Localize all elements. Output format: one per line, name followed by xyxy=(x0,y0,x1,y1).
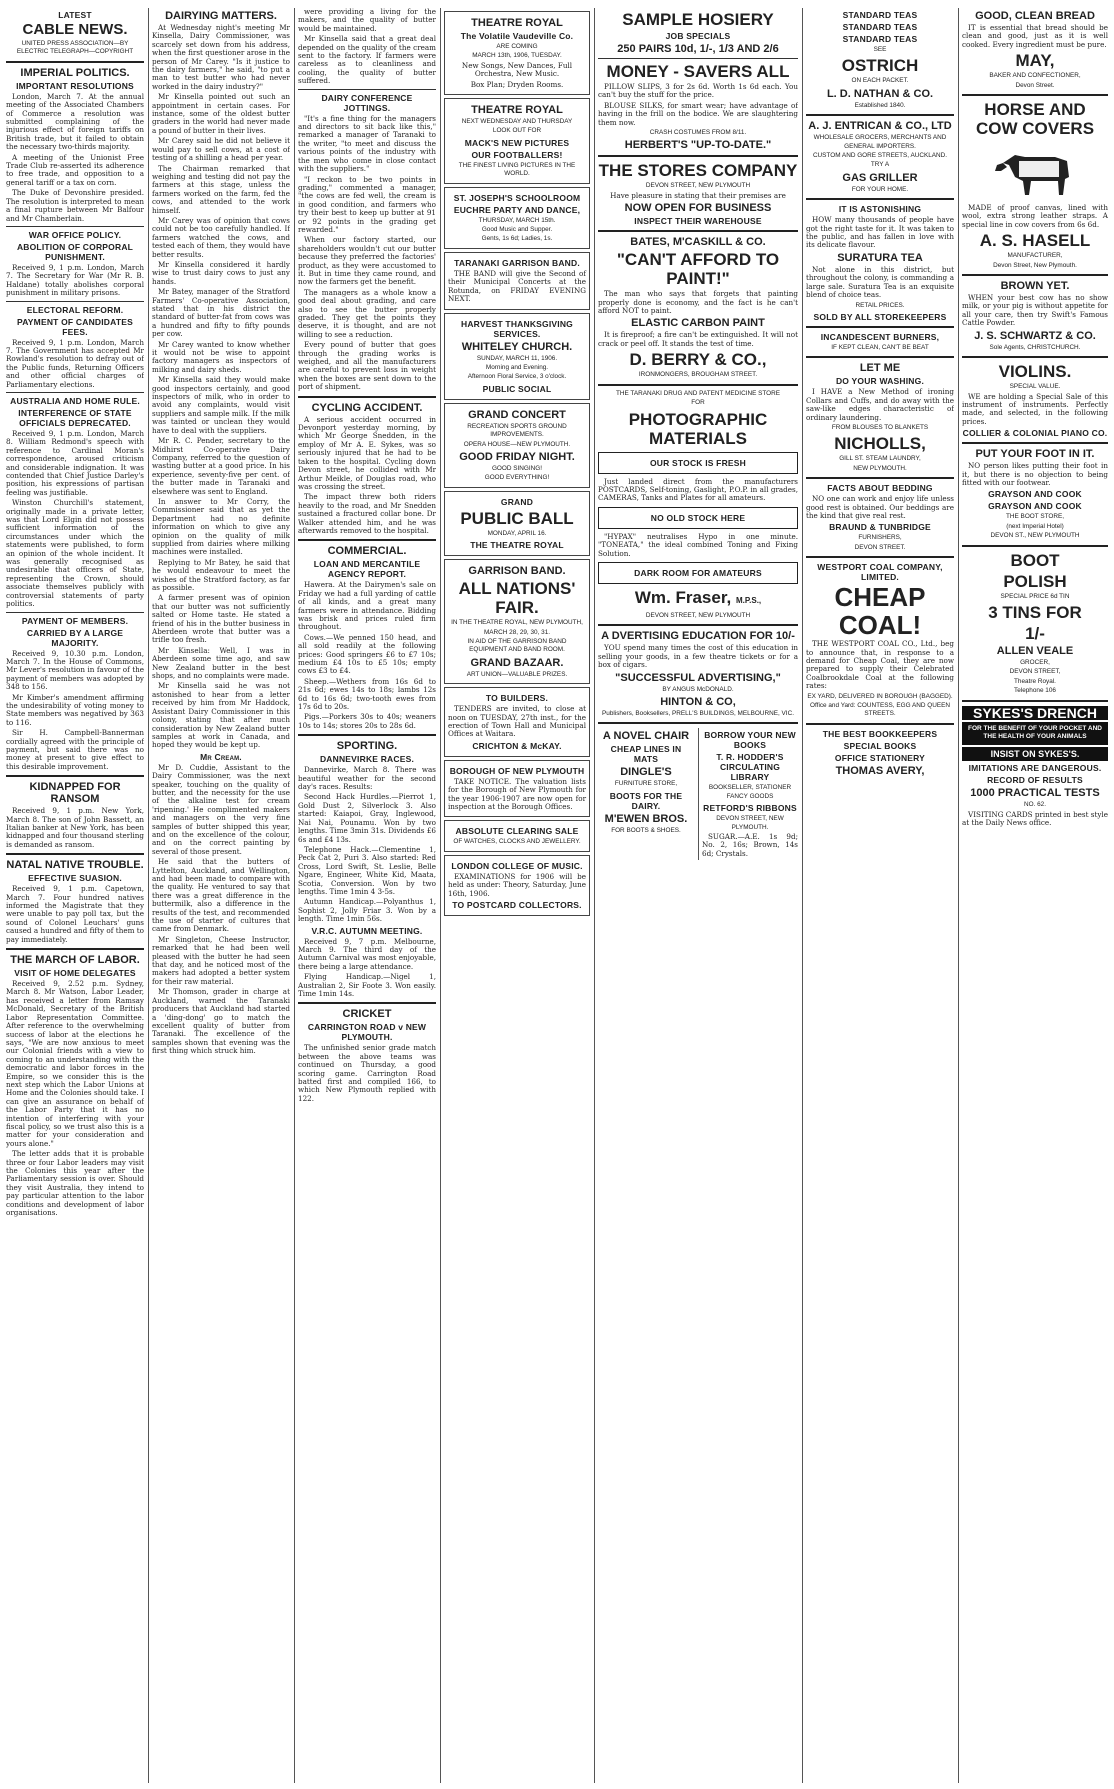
morning-label: Morning and Evening. xyxy=(485,363,549,371)
coal-text: THE WESTPORT COAL CO., Ltd., beg to announce that, in response to a demand for Cheap Coal, they are now prepared to supply their Celebrated Coalbrookdale Coal at the following rates: xyxy=(806,639,954,691)
borough-heading: BOROUGH OF NEW PLYMOUTH xyxy=(449,765,585,776)
astonishing-text: HOW many thousands of people have got the right taste for it. It was taken to the public, and has fallen in love with its delicate flavour. xyxy=(806,215,954,250)
cant-afford-heading: "CAN'T AFFORD TO PAINT!" xyxy=(616,250,780,289)
cream-subheading: Mr Cream. xyxy=(200,751,242,762)
latest-label: LATEST xyxy=(58,10,92,20)
clearing-heading: ABSOLUTE CLEARING SALE xyxy=(455,826,579,837)
article-paragraph: Mr Kinsella: Well, I was in Aberdeen some time ago, and saw New Zealand butter in the best shops, and no complaints were made. xyxy=(152,645,290,681)
bookseller-label: BOOKSELLER, STATIONER FANCY GOODS xyxy=(708,784,792,800)
volatile-heading: The Volatile Vaudeville Co. xyxy=(460,31,574,41)
monday-label: MONDAY, APRIL 16. xyxy=(487,529,547,537)
landed-text: Just landed direct from the manufacturers POSTCARDS, Self-toning, Gaslight, P.O.P. in all grades, CAMERAS, Tanks and Plates for all amateurs. xyxy=(598,476,798,503)
garrison-band-heading: GARRISON BAND. xyxy=(468,565,566,578)
footballers-heading: OUR FOOTBALLERS! xyxy=(471,149,563,160)
bazaar-heading: GRAND BAZAAR. xyxy=(470,656,564,669)
natal-heading: NATAL NATIVE TROUBLE. xyxy=(6,859,144,872)
article-paragraph: Mr Kinsella considered it hardly wise to trust dairy cows to just any hands. xyxy=(152,259,290,286)
facts-text: NO one can work and enjoy life unless good rest is obtained. Our beddings are the kind that give real rest. xyxy=(806,494,954,520)
standard-teas-1: STANDARD TEAS xyxy=(842,10,918,20)
everything-label: GOOD EVERYTHING! xyxy=(484,474,550,482)
hodder-heading: T. R. HODDER'S CIRCULATING LIBRARY xyxy=(716,752,784,783)
article-paragraph: The Duke of Devonshire presided. The resolution is interpreted to mean a final rupture between Mr Balfour and Mr Chamberlain. xyxy=(6,188,144,223)
violins-heading: VIOLINS. xyxy=(998,362,1072,382)
one-shilling-heading: 1/- xyxy=(1025,623,1045,643)
sugar-text: SUGAR.—A.E. 1s 9d; No. 2, 16s; Brown, 14s 6d; Crystals. xyxy=(702,832,798,858)
cheap-mats-heading: CHEAP LINES IN MATS xyxy=(610,744,682,765)
collier-heading: COLLIER & COLONIAL PIANO CO. xyxy=(962,428,1108,439)
article-paragraph: Hawera. At the Dairymen's sale on Friday we had a full yarding of cattle of all kinds, and a great many farmers were in attendance. Bidding was brisk and prices ruled firm throughout. xyxy=(298,580,436,632)
theatre-royal-heading-2: THEATRE ROYAL xyxy=(471,104,563,117)
grand-concert-heading: GRAND CONCERT xyxy=(468,408,566,421)
clean-bread-heading: GOOD, CLEAN BREAD xyxy=(975,10,1095,22)
theatre-royal-heading: THEATRE ROYAL xyxy=(471,17,563,29)
column-7 xyxy=(962,8,1108,1783)
article-paragraph: Mr Carey wanted to know whether it would not be wise to appoint factory managers as inspectors of milking and dairy sheds. xyxy=(152,339,290,374)
publishers-label: Publishers, Booksellers, PRELL'S BUILDINGS, MELBOURNE, VIC. xyxy=(602,709,794,717)
article-paragraph: Winston Churchill's statement, originally made in a private letter, was that Lord Elgin did not possess sufficient information of the circumstances under which the statements were published, to form an opinion of the whole incident. It was generally recognised as undesirable that officers of State, representing the Crown, should associate themselves publicly with controversial statements of party politics. xyxy=(6,498,144,609)
art-union-label: ART UNION—VALUABLE PRIZES. xyxy=(466,670,568,678)
darkroom-label: DARK ROOM FOR AMATEURS xyxy=(634,567,762,578)
sykes-drench-banner: SYKES'S DRENCH xyxy=(962,706,1108,720)
blouse-text: BLOUSE SILKS, for smart wear; have advantage of having in the frill on the bodice. We are slaughtering them now. xyxy=(598,100,798,127)
article-paragraph: were providing a living for the makers, and the quality of butter would be maintained. xyxy=(298,8,436,33)
insist-banner: INSIST ON SYKES'S. xyxy=(962,747,1108,761)
hinton-heading: HINTON & CO, xyxy=(660,695,736,708)
article-paragraph: Dannevirke, March 8. There was beautiful weather for the second day's races. Results: xyxy=(298,765,436,792)
cant-text: The man who says that forgets that painting properly done is economy, and the fact is he can't afford NOT to paint. xyxy=(598,289,798,316)
violins-text: WE are holding a Special Sale of this instrument of instruments. Perfectly made, and selected, in the following prices. xyxy=(962,391,1108,426)
boot-heading: BOOT xyxy=(1010,550,1060,570)
article-paragraph: In answer to Mr Corry, the Commissioner said that as yet the Department had no definite information on which to give any opinion on the quality of milk supplied from dairies where milking machines were installed. xyxy=(152,496,290,557)
job-specials-heading: JOB SPECIALS xyxy=(665,31,731,41)
cycling-heading: CYCLING ACCIDENT. xyxy=(311,401,423,414)
stationery-heading: OFFICE STATIONERY xyxy=(834,752,926,763)
vrc-subheading: V.R.C. AUTUMN MEETING. xyxy=(311,925,423,936)
bread-text: IT is essential that bread should be clean and good, just as it is well cooked. Every ingredient must be pure. xyxy=(962,23,1108,49)
may-heading: MAY, xyxy=(1015,51,1055,71)
advertising-text: YOU spend many times the cost of this education in selling your goods, in a few theatre tickets or for a box of cigars. xyxy=(598,643,798,670)
article-paragraph: The Chairman remarked that weighing and testing did not pay the farmers at this stage, unless the farmers worked on the farm, fed the cows, and attended to the work himself. xyxy=(152,163,290,215)
baker-label: BAKER AND CONFECTIONER, xyxy=(989,72,1081,80)
tea-label: Afternoon Floral Service, 3 o'clock. xyxy=(467,373,567,381)
carried-subheading: CARRIED BY A LARGE MAJORITY. xyxy=(26,627,124,648)
elastic-text: It is fireproof; a fire can't be extinguished. It will not crack or peel off. It stands the test of time. xyxy=(598,330,798,348)
electoral-heading: ELECTORAL REFORM. xyxy=(26,304,124,315)
herberts-heading: HERBERT'S "UP-TO-DATE." xyxy=(624,139,772,152)
article-paragraph: Received 9, 1 p.m. London, March 7. The Secretary for War (Mr R. B. Haldane) totally abolishes corporal punishment in military prisons. xyxy=(6,262,144,298)
imperial-politics-heading: IMPERIAL POLITICS. xyxy=(20,66,130,79)
singing-label: GOOD SINGING! xyxy=(491,464,543,472)
article-paragraph: A meeting of the Unionist Free Trade Club re-asserted its adherence to free trade, and opposition to a general tariff or a tax on corn. xyxy=(6,152,144,187)
crash-label: CRASH COSTUMES FROM 8/11. xyxy=(649,129,747,137)
garrison-text: THE BAND will give the Second of their Municipal Concerts at the Rotunda, on FRIDAY EVENING NEXT. xyxy=(448,268,586,304)
manufacturer-label: MANUFACTURER, xyxy=(1007,252,1063,260)
dingles-heading: DINGLE'S xyxy=(620,766,672,779)
abolition-subheading: ABOLITION OF CORPORAL PUNISHMENT. xyxy=(16,241,134,262)
article-paragraph: Received 9, 1 p.m. New York, March 8. The son of John Bassett, an Italian banker at New York, has been kidnapped and four thousand sterling is demanded as ransom. xyxy=(6,806,144,849)
standard-teas-3: STANDARD TEAS xyxy=(842,34,918,44)
cricket-heading: CRICKET xyxy=(342,1008,392,1021)
sample-hosiery-heading: SAMPLE HOSIERY xyxy=(622,10,774,29)
devon-st-label: DEVON ST., NEW PLYMOUTH xyxy=(990,532,1080,540)
article-paragraph: Mr Singleton, Cheese Instructor, remarked that he had been well pleased with the butter he had seen that day, and he noticed most of the makers had adopted a better system for their raw material. xyxy=(152,934,290,986)
article-paragraph: "It's a fine thing for the managers and directors to sit back like this," remarked a manager of Taranaki to the writer, "to meet and discuss the various points of the industry with the men who come in close contact with the suppliers." xyxy=(298,113,436,174)
cable-subheading: UNITED PRESS ASSOCIATION—BY ELECTRIC TELEGRAPH—COPYRIGHT xyxy=(16,40,134,56)
living-label: THE FINEST LIVING PICTURES IN THE WORLD. xyxy=(458,161,576,178)
gas-griller-heading: GAS GRILLER xyxy=(842,171,918,184)
kidnapped-heading: KIDNAPPED FOR RANSOM xyxy=(29,781,121,806)
article-paragraph: Mr Kinsella said they would make good inspectors certainly, and good inspectors of milk, who in order to avoid any complaints, would visit suppliers and sample milk. If the milk was tainted or unclean they would have to deal with the suppliers. xyxy=(152,375,290,435)
visit-subheading: VISIT OF HOME DELEGATES xyxy=(14,968,136,979)
astonishing-heading: IT IS ASTONISHING xyxy=(838,204,922,215)
sold-heading: SOLD BY ALL STOREKEEPERS xyxy=(813,311,947,322)
article-paragraph: Autumn Handicap.—Polyanthus 1, Sophist 2, Jolly Friar 3. Won by a length. Time 1min 56s. xyxy=(298,897,436,924)
look-label: LOOK OUT FOR xyxy=(492,127,542,135)
recreation-label: RECREATION SPORTS GROUND IMPROVEMENTS. xyxy=(467,422,567,439)
builders-heading: TO BUILDERS. xyxy=(485,693,549,704)
social-heading: PUBLIC SOCIAL xyxy=(482,383,552,394)
no-old-stock-label: NO OLD STOCK HERE xyxy=(650,512,746,523)
commercial-heading: COMMERCIAL. xyxy=(327,545,407,558)
mewen-heading: M'EWEN BROS. xyxy=(604,812,688,825)
plans-text: Box Plan; Dryden Rooms. xyxy=(470,79,564,89)
suratura-text: Not alone in this district, but throughout the colony, is commanding a large sale. Suratura Tea is an exquisite blend of choice teas. xyxy=(806,264,954,300)
article-paragraph: The managers as a whole know a good deal about grading, and care also to see the butter properly graded. They get the points they deserve, it is thought, and are not willing to see a reduction. xyxy=(298,287,436,339)
horse-text: MADE of proof canvas, lined with wool, extra strong leather straps. A special line in cow covers from 6s 6d. xyxy=(962,203,1108,229)
dairying-heading: DAIRYING MATTERS. xyxy=(165,10,277,22)
article-paragraph: Received 9, 1 p.m. London, March 8. William Redmond's speech with reference to Cardinal Moran's correspondence, aroused criticism and considerable indignation. It was contended that Chief Justice Darley's position, his expressions of partisan feeling was justifiable. xyxy=(6,428,144,497)
tests-heading: 1000 PRACTICAL TESTS xyxy=(970,787,1100,800)
new-plymouth-label: NEW PLYMOUTH. xyxy=(853,464,907,472)
bookkeepers-heading: THE BEST BOOKKEEPERS xyxy=(822,728,938,739)
garrison-heading: TARANAKI GARRISON BAND. xyxy=(454,257,580,268)
postcard-heading: TO POSTCARD COLLECTORS. xyxy=(452,900,582,911)
grayson-heading: GRAYSON AND COOK xyxy=(988,489,1082,500)
article-paragraph: Mr Kinsella said he was not astonished to hear from a letter received by him from Mr Haddock, Assistant Dairy Commissioner in this colony, stating that after much consideration by New Zealand butter samples at work in Canada, and hoped they would be kept up. xyxy=(152,681,290,750)
devon-label: DEVON STREET, NEW PLYMOUTH xyxy=(645,182,751,190)
members-heading: PAYMENT OF MEMBERS. xyxy=(21,615,129,626)
established-label: Established 1840. xyxy=(854,101,906,109)
whiteley-heading: WHITELEY CHURCH. xyxy=(461,340,573,353)
telephone-label: Telephone 106 xyxy=(1014,687,1056,695)
article-paragraph: Received 9, 2.52 p.m. Sydney, March 8. Mr Watson, Labor Leader, has received a letter from Ramsay McDonald, Secretary of the British Labor Representation Committee. After reference to the overwhelming success of labor at the elections he says, "We are now anxious to meet our Colonial friends with a view to coming to an understanding with the democratic and labor forces in the Empire, so we consider this is the next step which the Labor Unions at Home and the Colonies should take. I can give an assurance on behalf of the Labor Party that it has no intention of interfering with your fiscal policy, so we trust also this is a matter for your consideration and yours alone." xyxy=(6,979,144,1148)
stores-company-heading: THE STORES COMPANY xyxy=(598,161,798,181)
boots-heading: BOOTS FOR THE DAIRY. xyxy=(609,790,683,811)
grayson-heading-2: GRAYSON AND COOK xyxy=(988,501,1082,512)
pairs-heading: 250 PAIRS 10d, 1/-, 1/3 AND 2/6 xyxy=(617,43,779,55)
thursday-label: THURSDAY, MARCH 15th. xyxy=(478,216,556,224)
article-paragraph: Received 9, 1 p.m. London, March 7. The Government has accepted Mr Rowland's resolution to defray out of the Public funds, Returning Officers and other official charges of Parliamentary elections. xyxy=(6,337,144,389)
inspect-heading: INSPECT THEIR WAREHOUSE xyxy=(634,216,762,227)
put-text: NO person likes putting their foot in it, but there is no objection to being fitted with our footwear. xyxy=(962,461,1108,487)
gents-label: Gents, 1s 6d; Ladies, 1s. xyxy=(481,235,553,243)
jewellery-label: OF WATCHES, CLOCKS AND JEWELLERY. xyxy=(453,838,581,846)
in-theatre-label: IN THE THEATRE ROYAL, NEW PLYMOUTH, xyxy=(451,619,583,627)
pillow-text: PILLOW SLIPS, 3 for 2s 6d. Worth 1s 6d each. You can't buy the stuff for the price. xyxy=(598,82,798,100)
let-me-heading: LET ME xyxy=(859,362,901,375)
war-office-heading: WAR OFFICE POLICY. xyxy=(28,229,122,240)
article-paragraph: At Wednesday night's meeting Mr Kinsella, Dairy Commissioner, was scarcely set down from his address, when the first questioner arose in the person of Mr Carey. "Is it justice to the dairy farmers," he said, "to put a man to test butter who had never worked in the dairy industry?" xyxy=(152,23,290,91)
article-paragraph: A farmer present was of opinion that our butter was not sufficiently salted or Home taste. He stated a friend of his in the butter business in Aberdeen wrote that butter was a trifle too fresh. xyxy=(152,593,290,645)
visiting-cards-text: VISITING CARDS printed in best style at the Daily News office. xyxy=(962,809,1108,828)
special-price-label: SPECIAL PRICE 6d TIN xyxy=(1000,592,1070,600)
christchurch-label: Sole Agents, CHRISTCHURCH. xyxy=(989,343,1081,351)
office-label: Office and Yard: COUNTESS, EGG AND QUEEN STREETS. xyxy=(810,702,950,718)
theatre-royal-label: THE THEATRE ROYAL xyxy=(470,540,564,551)
prices-label: RETAIL PRICES. xyxy=(855,301,905,309)
washing-heading: DO YOUR WASHING. xyxy=(835,376,925,387)
dates-label: MARCH 13th, 1906, TUESDAY. xyxy=(472,52,562,60)
boot-shoe-label: FOR BOOTS & SHOES. xyxy=(611,826,681,834)
boot-store-label: THE BOOT STORE, xyxy=(1006,513,1064,521)
novel-chair-heading: A NOVEL CHAIR xyxy=(602,730,690,743)
special-value-label: SPECIAL VALUE. xyxy=(1009,383,1061,391)
column-4 xyxy=(444,8,590,1783)
hasell-heading: A. S. HASELL xyxy=(979,231,1091,251)
column-1 xyxy=(6,8,144,1783)
article-paragraph: Received 9, 7 p.m. Melbourne, March 9. The third day of the Autumn Carnival was most enjoyable, there being a large attendance. xyxy=(298,936,436,971)
brown-yet-heading: BROWN YET. xyxy=(1000,280,1070,293)
nw-label: NEXT WEDNESDAY AND THURSDAY xyxy=(461,118,573,126)
pleasure-text: Have pleasure in stating that their premises are xyxy=(610,190,786,200)
devon-street-label: DEVON STREET, NEW PLYMOUTH xyxy=(645,611,751,619)
wholesale-label: WHOLESALE GROCERS, MERCHANTS AND GENERAL IMPORTERS. xyxy=(813,134,947,150)
berry-heading: D. BERRY & CO., xyxy=(629,350,767,370)
article-paragraph: Replying to Mr Batey, he said that he would endeavour to meet the wishes of the Stratford factory, as far as possible. xyxy=(152,557,290,592)
suratura-heading: SURATURA TEA xyxy=(837,251,923,264)
article-paragraph: Mr Thomson, grader in charge at Auckland, warned the Taranaki producers that Auckland had started a 'ding-dong' go to match the excellent quality of butter from Taranaki. The excellence of the samples shown that evening was the first thing which struck him. xyxy=(152,987,290,1056)
westport-heading: WESTPORT COAL COMPANY, LIMITED. xyxy=(817,562,943,583)
macks-heading: MACK'S NEW PICTURES xyxy=(464,137,570,148)
column-3 xyxy=(298,8,436,1783)
imitations-heading: IMITATIONS ARE DANGEROUS. xyxy=(968,763,1102,774)
devon-street-label: DEVON STREET. xyxy=(854,543,906,551)
resolutions-subheading: IMPORTANT RESOLUTIONS xyxy=(16,80,134,91)
put-foot-heading: PUT YOUR FOOT IN IT. xyxy=(975,448,1095,461)
devon-street-label: Devon Street. xyxy=(1015,81,1055,89)
by-angus-label: BY ANGUS McDONALD. xyxy=(662,685,734,693)
dannevirke-subheading: DANNEVIRKE RACES. xyxy=(319,754,415,765)
article-paragraph: When our factory started, our shareholders wouldn't cut our butter because they preferred the factories' product, as they were accustomed to it. But in time they came round, and now the farmers get the benefit. xyxy=(298,235,436,287)
three-tins-heading: 3 TINS FOR xyxy=(988,602,1082,622)
entrican-heading: A. J. ENTRICAN & CO., LTD xyxy=(808,120,952,133)
polish-heading: POLISH xyxy=(1003,571,1067,591)
standard-teas-2: STANDARD TEAS xyxy=(842,22,918,32)
interference-subheading: INTERFERENCE OF STATE OFFICIALS DEPRECATED. xyxy=(18,407,132,428)
devon-street-np-label: DEVON STREET, NEW PLYMOUTH. xyxy=(716,815,784,831)
for-home-label: FOR YOUR HOME. xyxy=(851,185,909,193)
incandescent-heading: INCANDESCENT BURNERS, xyxy=(820,331,940,342)
australia-heading: AUSTRALIA AND HOME RULE. xyxy=(10,395,140,406)
try-label: TRY A xyxy=(870,161,890,169)
next-hotel-label: (next Imperial Hotel) xyxy=(1006,522,1064,530)
aid-label: IN AID OF THE GARRISON BAND EQUIPMENT AND BAND ROOM. xyxy=(467,637,567,654)
nathan-heading: L. D. NATHAN & CO. xyxy=(826,87,934,100)
column-5 xyxy=(598,8,798,1783)
facts-heading: FACTS ABOUT BEDDING xyxy=(827,483,933,494)
ostrich-heading: OSTRICH xyxy=(841,56,919,76)
article-paragraph: Mr Kimber's amendment affirming the undesirability of voting money to State members was negatived by 363 to 116. xyxy=(6,692,144,727)
record-heading: RECORD OF RESULTS xyxy=(987,775,1083,786)
songs-text: New Songs, New Dances, Full Orchestra, New Music. xyxy=(461,60,573,79)
jottings-heading: DAIRY CONFERENCE JOTTINGS. xyxy=(321,92,413,113)
crichton-heading: CRICHTON & McKAY. xyxy=(472,740,562,751)
open-heading: NOW OPEN FOR BUSINESS xyxy=(624,202,772,215)
delivered-label: EX YARD, DELIVERED IN BOROUGH (BAGGED). xyxy=(807,692,953,700)
furnishers-label: FURNISHERS, xyxy=(858,534,902,542)
blouses-label: FROM BLOUSES TO BLANKETS xyxy=(831,423,929,431)
article-paragraph: "I reckon to be two points in grading," commented a manager, "the cows are fed well, the cream is in good condition, and farmers who try their best to keep up butter at 91 or 92 points in the grading get rewarded." xyxy=(298,174,436,234)
fraser-heading: Wm. Fraser, xyxy=(634,587,732,607)
elastic-heading: ELASTIC CARBON PAINT xyxy=(631,317,765,330)
st-joseph-heading: ST. JOSEPH'S SCHOOLROOM xyxy=(453,192,581,203)
public-ball-heading: PUBLIC BALL xyxy=(460,508,574,528)
furniture-label: FURNITURE STORE, xyxy=(614,780,678,788)
allen-veale-heading: ALLEN VEALE xyxy=(996,644,1074,657)
horse-cow-heading: HORSE AND COW COVERS xyxy=(975,100,1095,139)
money-savers-heading: MONEY - SAVERS ALL xyxy=(606,62,790,81)
bates-heading: BATES, M'CASKILL & CO. xyxy=(630,236,766,249)
photographic-heading: PHOTOGRAPHIC MATERIALS xyxy=(628,409,768,448)
exams-text: EXAMINATIONS for 1906 will be held as under: Theory, Saturday, June 16th, 1906. xyxy=(448,871,586,898)
column-6 xyxy=(806,8,954,1783)
article-paragraph: The letter adds that it is probable three or four Labor leaders may visit the Colonies this year after the Parliamentary session is over. Should they visit Australia, they intend to pay particular attention to the labor conditions and development of labor organisations. xyxy=(6,1149,144,1218)
article-paragraph: Mr Carey said he did not believe it would pay to sell cows, at a cost of testing of a shilling a head per year. xyxy=(152,136,290,163)
article-paragraph: Mr Kinsella said that a great deal depended on the quality of the cream sent to the factory. If farmers were careless as to cleanliness and cooling, the quality of butter suffered. xyxy=(298,34,436,86)
loan-subheading: LOAN AND MERCANTILE AGENCY REPORT. xyxy=(313,559,421,580)
special-books-heading: SPECIAL BOOKS xyxy=(843,740,917,751)
benefit-banner: FOR THE BENEFIT OF YOUR POCKET AND THE HEALTH OF YOUR ANIMALS xyxy=(962,722,1108,745)
payment-subheading: PAYMENT OF CANDIDATES FEES. xyxy=(17,316,133,337)
tenders-text: TENDERS are invited, to close at noon on TUESDAY, 27th inst., for the erection of Town Hall and Municipal Offices at Waitara. xyxy=(448,704,586,739)
notice-text: TAKE NOTICE. The valuation lists for the Borough of New Plymouth for the year 1906-1907 are now open for inspection at the Borough Offices. xyxy=(448,776,586,812)
advertising-heading: A DVERTISING EDUCATION FOR 10/- xyxy=(601,630,795,643)
nations-fair-heading: ALL NATIONS' FAIR. xyxy=(458,579,576,618)
number-label: NO. 62. xyxy=(1023,801,1047,809)
see-label: SEE xyxy=(873,46,887,53)
drug-store-label: THE TARANAKI DRUG AND PATENT MEDICINE STORE xyxy=(615,389,781,397)
sunday-label: SUNDAY, MARCH 11, 1906. xyxy=(476,354,558,362)
braund-heading: BRAUND & TUNBRIDGE xyxy=(829,522,931,533)
nicholls-heading: NICHOLLS, xyxy=(834,434,926,454)
article-paragraph: Received 9, 1 p.m. Capetown, March 7. Four hundred natives informed the Magistrate that they were unable to pay poll tax, but the sound of Colonel Leuchars' guns caused a hundred and fifty of them to pay immediately. xyxy=(6,884,144,944)
coal-heading: COAL! xyxy=(838,610,922,641)
music-label: Good Music and Supper. xyxy=(481,226,553,234)
harvest-heading: HARVEST THANKSGIVING SERVICES. xyxy=(461,318,573,339)
schwartz-heading: J. S. SCHWARTZ & CO. xyxy=(974,329,1096,342)
ironmongers-label: IRONMONGERS, BROUGHAM STREET. xyxy=(638,371,758,379)
hypax-text: "HYPAX" neutralises Hypo in one minute. "TONEATA," the ideal combined Toning and Fixing Solution. xyxy=(598,531,798,558)
column-2 xyxy=(152,8,290,1783)
article-paragraph: London, March 7. At the annual meeting of the Associated Chambers of Commerce a resolution was submitted complaining of the injurious effect of foreign tariffs on British trade, but it failed to obtain the necessary two-thirds majority. xyxy=(6,91,144,152)
retford-heading: RETFORD'S RIBBONS xyxy=(703,803,797,814)
avery-heading: THOMAS AVERY, xyxy=(835,764,925,777)
grand-label: GRAND xyxy=(500,496,534,507)
article-paragraph: A serious accident occurred in Devonport yesterday morning, by which Mr George Snedden, in the employ of Mr A. E. Sykes, was so seriously injured that he had to be taken to the hospital. Cycling down Devon street, he collided with Mr Arthur Meikle, of Douglas road, who was crossing the street. xyxy=(298,414,436,491)
article-paragraph: The unfinished senior grade match between the above teams was continued on Thursday, a good scoring game. Carrington Road batted first and compiled 166, to which New Plymouth replied with 122. xyxy=(298,1043,436,1103)
auckland-label: CUSTOM AND GORE STREETS, AUCKLAND. xyxy=(812,152,948,160)
carrington-subheading: CARRINGTON ROAD v NEW PLYMOUTH. xyxy=(307,1022,427,1043)
keep-clean-label: IF KEPT CLEAN, CAN'T BE BEAT xyxy=(831,343,929,351)
gill-label: GILL ST. STEAM LAUNDRY, xyxy=(839,455,921,463)
good-friday-heading: GOOD FRIDAY NIGHT. xyxy=(459,450,575,463)
mps-label: M.P.S., xyxy=(735,595,762,605)
article-paragraph: Mr Kinsella pointed out such an appointment in certain cases. For instance, some of the oldest butter graders in the world had never made a pound of butter in their lives. xyxy=(152,92,290,135)
euchre-heading: EUCHRE PARTY AND DANCE, xyxy=(453,204,581,215)
article-paragraph: Every pound of butter that goes through the grading works is weighed, and all the manufacturers are careful to prevent loss in weight when the boxes are sent down to the port of shipment. xyxy=(298,340,436,392)
article-paragraph: Received 9, 10.30 p.m. London, March 7. In the House of Commons, Mr Lever's resolution in favour of the payment of members was adopted by 348 to 156. xyxy=(6,648,144,692)
article-paragraph: Sir H. Campbell-Bannerman cordially agreed with the principle of payment, but said there was no money at present to give effect to this desirable improvement. xyxy=(6,728,144,771)
grocer-label: GROCER, xyxy=(1020,658,1050,666)
horse-illustration-icon xyxy=(985,141,1085,201)
article-paragraph: Mr D. Cuddie, Assistant to the Dairy Commissioner, was the next speaker, touching on the quality of butter, and the necessity for the use of the alkaline test for cream 'ripening.' He complimented makers and managers on the very fine samples of butter shipped this year, and on the excellence of the colour, and on the correct painting by several of those present. xyxy=(152,762,290,856)
washing-text: I HAVE a New Method of ironing Collars and Cuffs, and do away with the saw-like edges characteristic of ordinary laundering. xyxy=(806,387,954,422)
for-label: FOR xyxy=(691,399,705,407)
article-paragraph: Cows.—We penned 150 head, and all sold readily at the following prices: Good springers £6 to £7 10s; medium £4 10s to £5 10s; empty cows £3 to £4. xyxy=(298,632,436,676)
article-paragraph: Second Hack Hurdles.—Pierrot 1, Gold Dust 2, Silverlock 3. Also started: Kaiapoi, Gray, Inglewood, Nai Nai, Pounamu. Won by two lengths. Time 3min 31s. Dividends £6 6s and £4 13s. xyxy=(298,792,436,844)
article-paragraph: He said that the butters of Lyttelton, Auckland, and Wellington, and had been made to compare with the quality. He ventured to say that there was a great difference in the buttermilk, also a difference in the results of the test, and recommended the use of starter of cultures that came from Denmark. xyxy=(152,857,290,934)
article-paragraph: Mr Batey, manager of the Stratford Farmers' Co-operative Association, stated that in his district the standard of butter-fat from cows was a hundred and fifty to fifty pounds per cow. xyxy=(152,287,290,339)
article-paragraph: Mr Carey was of opinion that cows could not be too carefully handled. If farmers watched the cows, and tested each of them, they would have better results. xyxy=(152,215,290,259)
march-dates-label: MARCH 28, 29, 30, 31. xyxy=(483,628,551,636)
devon-street-2-label: DEVON STREET, xyxy=(1009,668,1061,676)
devon-street-np-label: Devon Street, New Plymouth. xyxy=(993,261,1077,269)
theatre-royal-label: Theatre Royal. xyxy=(1014,677,1056,685)
opera-label: OPERA HOUSE—NEW PLYMOUTH. xyxy=(463,440,571,448)
article-paragraph: Telephone Hack.—Clementine 1, Peck Cat 2, Puri 3. Also started: Red Cross, Lord Swift, St. Leslie, Belle Ngare, Engineer, White Kid, Maata, Scotia, Conversion. Won by two lengths. Time 1min 4 3-5s. xyxy=(298,844,436,896)
successful-heading: "SUCCESSFUL ADVERTISING," xyxy=(615,671,781,684)
brown-text: WHEN your best cow has no show milk, or your pig is without appetite for all your care, then try Swift's Famous Cattle Powder. xyxy=(962,293,1108,328)
borrow-heading: BORROW YOUR NEW BOOKS xyxy=(704,730,796,751)
each-packet-label: ON EACH PACKET. xyxy=(851,77,909,85)
article-paragraph: Flying Handicap.—Nigel 1, Australian 2, Sir Foote 3. Won easily. Time 1min 14s. xyxy=(298,972,436,998)
article-paragraph: Mr R. C. Pender, secretary to the Midhirst Co-operative Dairy Company, referred to the question of wasting butter at a good price. In his experience, seventy-five per cent. of the butter made in Taranaki and elsewhere was sent to England. xyxy=(152,436,290,496)
effective-subheading: EFFECTIVE SUASION. xyxy=(28,873,122,884)
cable-news-heading: CABLE NEWS. xyxy=(22,21,128,38)
fresh-stock-label: OUR STOCK IS FRESH xyxy=(649,457,746,468)
article-paragraph: Sheep.—Wethers from 16s 6d to 21s 6d; ewes 14s to 18s; lambs 12s 6d to 16s 6d; two-tooth ewes from 17s 6d to 20s. xyxy=(298,676,436,712)
sporting-heading: SPORTING. xyxy=(336,740,398,753)
london-college-heading: LONDON COLLEGE OF MUSIC. xyxy=(451,860,583,871)
labor-heading: THE MARCH OF LABOR. xyxy=(10,954,140,967)
article-paragraph: Pigs.—Porkers 30s to 40s; weaners 10s to 14s; stores 20s to 28s 6d. xyxy=(298,712,436,730)
article-paragraph: The impact threw both riders heavily to the road, and Mr Snedden sustained a fractured collar bone. Dr Walker attended him, and he was afterwards removed to the hospital. xyxy=(298,492,436,535)
cheap-heading: CHEAP xyxy=(834,582,926,613)
coming-label: ARE COMING xyxy=(496,43,538,50)
